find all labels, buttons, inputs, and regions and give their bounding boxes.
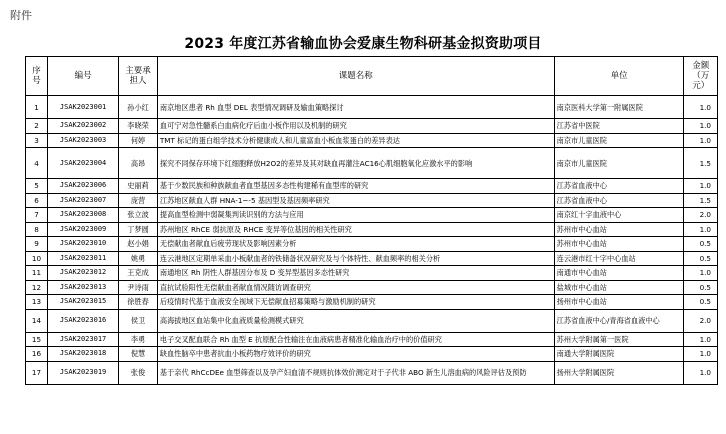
cell-amount: 0.5: [684, 237, 718, 252]
cell-amount: 1.0: [684, 96, 718, 119]
cell-unit: 南通市中心血站: [554, 266, 684, 281]
cell-code: JSAK2023012: [47, 266, 118, 281]
cell-code: JSAK2023015: [47, 295, 118, 310]
cell-amount: 1.0: [684, 179, 718, 194]
cell-unit: 江苏省血液中心: [554, 193, 684, 208]
cell-unit: 苏州大学附属第一医院: [554, 332, 684, 347]
cell-leader: 张俊: [119, 361, 158, 384]
table-row: [26, 148, 718, 179]
cell-name: 基于亲代 RhCcDEe 血型筛查以及孕产妇血清不规则抗体效价测定对于子代非 ABO 新生儿溶血病的风险评估及预防: [157, 361, 554, 384]
table-header-row: [26, 57, 718, 96]
col-header-leader: 主要承担人: [119, 57, 158, 96]
cell-name: 无偿献血者献血后疲劳现状及影响因素分析: [157, 237, 554, 252]
cell-amount: 1.0: [684, 332, 718, 347]
cell-no: 6: [26, 193, 48, 208]
cell-amount: 0.5: [684, 295, 718, 310]
cell-unit: 苏州市中心血站: [554, 222, 684, 237]
cell-no: 2: [26, 119, 48, 134]
cell-no: 3: [26, 133, 48, 148]
cell-name: 缺血性脑卒中患者抗血小板药物疗效评价的研究: [157, 347, 554, 362]
cell-name: 连云港地区定期单采血小板献血者的铁储备状况研究及与个体特性、献血频率的相关分析: [157, 251, 554, 266]
cell-unit: 连云港市红十字中心血站: [554, 251, 684, 266]
cell-unit: 江苏省血液中心: [554, 179, 684, 194]
cell-leader: 李晓荣: [119, 119, 158, 134]
cell-code: JSAK2023004: [47, 148, 118, 179]
table-row: [26, 222, 718, 237]
table-row: [26, 266, 718, 281]
cell-name: 血可宁对急性髓系白血病化疗后血小板作用以及机制的研究: [157, 119, 554, 134]
cell-code: JSAK2023018: [47, 347, 118, 362]
cell-no: 13: [26, 295, 48, 310]
table-row: [26, 208, 718, 223]
cell-leader: 何婷: [119, 133, 158, 148]
cell-code: JSAK2023016: [47, 309, 118, 332]
cell-no: 5: [26, 179, 48, 194]
table-row: [26, 280, 718, 295]
cell-code: JSAK2023002: [47, 119, 118, 134]
cell-name: 提高血型检测中弱凝集判读识别的方法与应用: [157, 208, 554, 223]
cell-unit: 南京红十字血液中心: [554, 208, 684, 223]
cell-code: JSAK2023013: [47, 280, 118, 295]
cell-name: 直抗试验阳性无偿献血者献血情况随访调查研究: [157, 280, 554, 295]
cell-unit: 苏州市中心血站: [554, 237, 684, 252]
cell-amount: 1.0: [684, 361, 718, 384]
cell-name: 南通地区 Rh 阴性人群基因分布及 D 变异型基因多态性研究: [157, 266, 554, 281]
page-title: 2023 年度江苏省输血协会爱康生物科研基金拟资助项目: [184, 36, 542, 52]
table-body: [26, 96, 718, 385]
cell-amount: 1.0: [684, 347, 718, 362]
cell-unit: 江苏省血液中心/青海省血液中心: [554, 309, 684, 332]
cell-no: 7: [26, 208, 48, 223]
cell-name: 南京地区患者 Rh 血型 DEL 表型情况调研及输血策略探讨: [157, 96, 554, 119]
table-row: [26, 96, 718, 119]
cell-leader: 倪慧: [119, 347, 158, 362]
cell-code: JSAK2023007: [47, 193, 118, 208]
cell-no: 10: [26, 251, 48, 266]
table-row: [26, 237, 718, 252]
cell-leader: 孙小红: [119, 96, 158, 119]
cell-amount: 2.0: [684, 309, 718, 332]
cell-no: 16: [26, 347, 48, 362]
col-header-name: 课题名称: [157, 57, 554, 96]
table-row: [26, 332, 718, 347]
col-header-no: 序号: [26, 57, 48, 96]
funding-table: [25, 56, 718, 385]
cell-unit: 扬州市中心血站: [554, 295, 684, 310]
cell-unit: 南京医科大学第一附属医院: [554, 96, 684, 119]
cell-code: JSAK2023017: [47, 332, 118, 347]
table-row: [26, 133, 718, 148]
cell-no: 1: [26, 96, 48, 119]
cell-code: JSAK2023009: [47, 222, 118, 237]
cell-amount: 2.0: [684, 208, 718, 223]
cell-leader: 庞营: [119, 193, 158, 208]
col-header-unit: 单位: [554, 57, 684, 96]
cell-leader: 李勇: [119, 332, 158, 347]
cell-leader: 赵小娟: [119, 237, 158, 252]
cell-amount: 0.5: [684, 280, 718, 295]
cell-no: 8: [26, 222, 48, 237]
cell-amount: 1.0: [684, 133, 718, 148]
col-header-code: 编号: [47, 57, 118, 96]
cell-no: 12: [26, 280, 48, 295]
cell-amount: 1.0: [684, 222, 718, 237]
cell-name: 高海拔地区血站集中化血液质量检测模式研究: [157, 309, 554, 332]
attachment-note: 附件: [10, 9, 32, 22]
cell-no: 4: [26, 148, 48, 179]
cell-amount: 1.0: [684, 266, 718, 281]
cell-amount: 1.0: [684, 119, 718, 134]
cell-amount: 0.5: [684, 251, 718, 266]
table-row: [26, 251, 718, 266]
table-row: [26, 309, 718, 332]
cell-leader: 丁梦圆: [119, 222, 158, 237]
cell-no: 17: [26, 361, 48, 384]
table-row: [26, 179, 718, 194]
cell-code: JSAK2023011: [47, 251, 118, 266]
cell-no: 9: [26, 237, 48, 252]
table-row: [26, 361, 718, 384]
cell-unit: 江苏省中医院: [554, 119, 684, 134]
cell-amount: 1.5: [684, 193, 718, 208]
cell-code: JSAK2023003: [47, 133, 118, 148]
cell-leader: 尹诗雨: [119, 280, 158, 295]
cell-unit: 南京市儿童医院: [554, 133, 684, 148]
cell-code: JSAK2023001: [47, 96, 118, 119]
cell-name: 苏州地区 RhCE 弱抗原及 RHCE 变异等位基因的相关性研究: [157, 222, 554, 237]
cell-no: 11: [26, 266, 48, 281]
table-row: [26, 193, 718, 208]
cell-name: 江苏地区献血人群 HNA-1~-5 基因型及基因频率研究: [157, 193, 554, 208]
cell-code: JSAK2023019: [47, 361, 118, 384]
cell-unit: 盐城市中心血站: [554, 280, 684, 295]
cell-amount: 1.5: [684, 148, 718, 179]
cell-leader: 高昂: [119, 148, 158, 179]
cell-unit: 南京市儿童医院: [554, 148, 684, 179]
col-header-amount: 金额（万元）: [684, 57, 718, 96]
cell-name: TMT 标记的蛋白组学技术分析健康成人和儿童富血小板血浆蛋白的差异表达: [157, 133, 554, 148]
cell-leader: 王克成: [119, 266, 158, 281]
cell-leader: 徐胜春: [119, 295, 158, 310]
table-row: [26, 347, 718, 362]
cell-name: 电子交叉配血联合 Rh 血型 E 抗原配合性输注在血液病患者精准化输血治疗中的价值研究: [157, 332, 554, 347]
cell-name: 基于少数民族和种族献血者血型基因多态性构建稀有血型库的研究: [157, 179, 554, 194]
cell-no: 15: [26, 332, 48, 347]
cell-leader: 侯卫: [119, 309, 158, 332]
cell-code: JSAK2023006: [47, 179, 118, 194]
cell-name: 探究不同保存环境下红细胞释放H2O2的差异及其对缺血再灌注AC16心肌细胞氧化应激水平的影响: [157, 148, 554, 179]
cell-leader: 史丽莉: [119, 179, 158, 194]
cell-code: JSAK2023010: [47, 237, 118, 252]
cell-unit: 南通大学附属医院: [554, 347, 684, 362]
cell-name: 后疫情时代基于血液安全视域下无偿献血招募策略与激励机制的研究: [157, 295, 554, 310]
cell-code: JSAK2023008: [47, 208, 118, 223]
table-row: [26, 295, 718, 310]
cell-leader: 姚勇: [119, 251, 158, 266]
cell-unit: 扬州大学附属医院: [554, 361, 684, 384]
cell-no: 14: [26, 309, 48, 332]
table-row: [26, 119, 718, 134]
cell-leader: 张立波: [119, 208, 158, 223]
